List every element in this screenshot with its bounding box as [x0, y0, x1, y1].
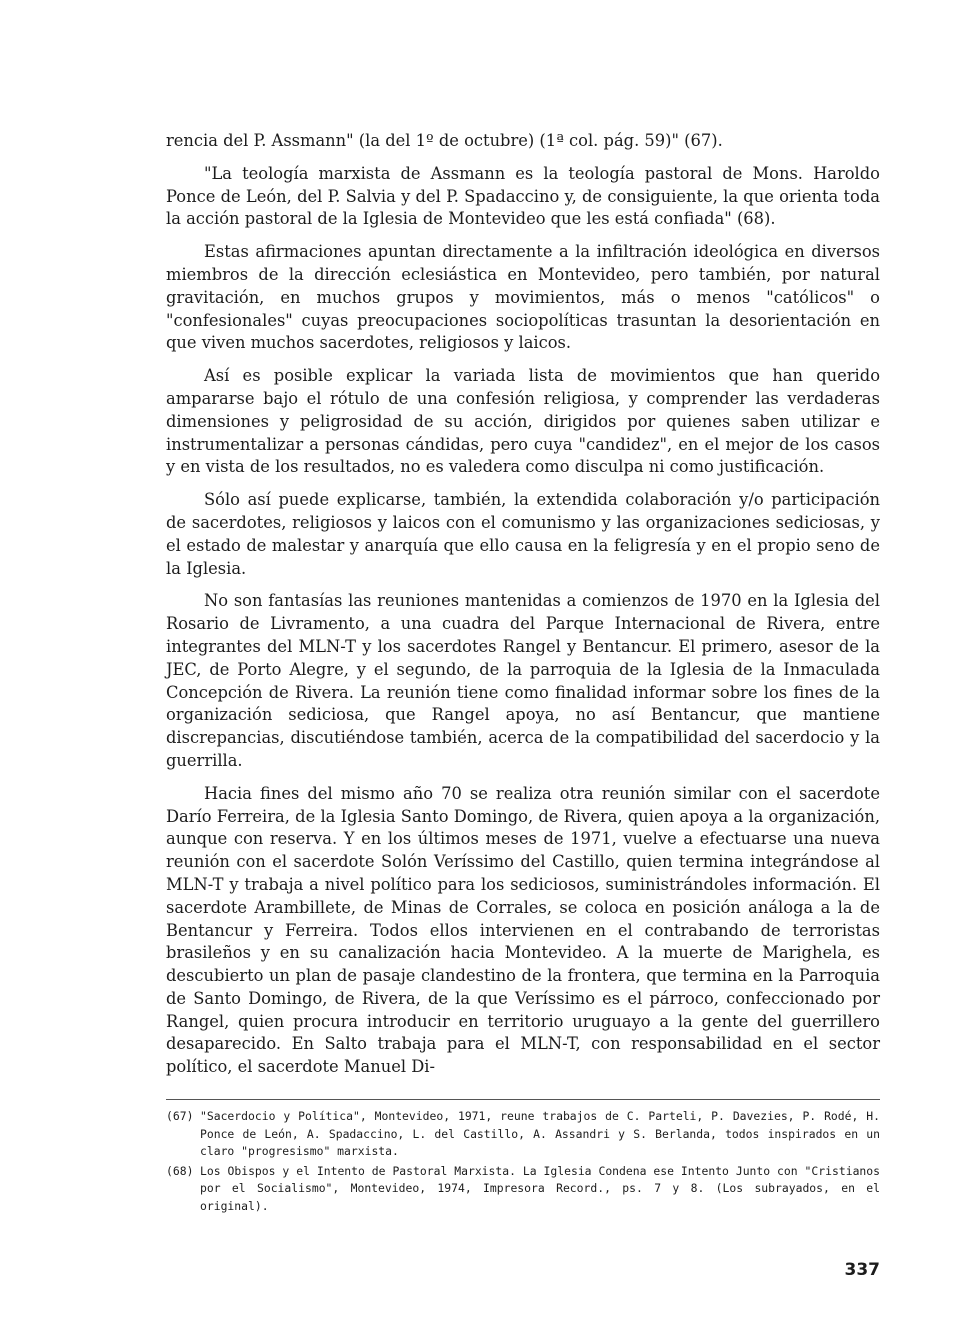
paragraph-1: rencia del P. Assmann" (la del 1º de octubre) (1ª col. pág. 59)" (67).: [166, 131, 723, 150]
footnote-67: [166, 1108, 880, 1161]
paragraph-6: No son fantasías las reuniones mantenidas a comienzos de 1970 en la Iglesia del Rosario de Livramento, a una cuadra del Parque Internacional de Rivera, entre integrantes del MLN-T y los sacerdotes Rangel y Bentancur. El primero, asesor de la JEC, de Porto Alegre, y el segundo, de la parroquia de la Iglesia de la Inmaculada Concepción de Rivera. La reunión tiene como finalidad informar sobre los fines de la organización sediciosa, que Rangel apoya, no así Bentancur, que mantiene discrepancias, discutiéndose también, acerca de la compatibilidad del sacerdocio y la guerrilla.: [166, 591, 880, 770]
page-number: 337: [844, 1260, 880, 1280]
paragraph-3: Estas afirmaciones apuntan directamente a la infiltración ideológica en diversos miembros de la dirección eclesiástica en Montevideo, pero también, por natural gravitación, en muchos grupos y movimientos, más o menos "católicos" o "confesionales" cuyas preocupaciones sociopolíticas trasuntan la desorientación en que viven muchos sacerdotes, religiosos y laicos.: [166, 242, 880, 353]
paragraph-2: "La teología marxista de Assmann es la teología pastoral de Mons. Haroldo Ponce de León, del P. Salvia y del P. Spadaccino y, de consiguiente, la que orienta toda la acción pastoral de la Iglesia de Montevideo que les está confiada" (68).: [166, 163, 880, 229]
footnote-number: (68): [166, 1163, 194, 1178]
footnote-text: Los Obispos y el Intento de Pastoral Marxista. La Iglesia Condena ese Intento Junto con "Cristianos por el Socialismo", Montevideo, 1974, Impresora Record., ps. 7 y 8. (Los subrayados, en el original).: [200, 1163, 880, 1214]
paragraph-7: Hacia fines del mismo año 70 se realiza otra reunión similar con el sacerdote Darío Ferreira, de la Iglesia Santo Domingo, de Rivera, quien apoya a la organización, aunque con reserva. Y en los últimos meses de 1971, vuelve a efectuarse una nueva reunión con el sacerdote Solón Veríssimo del Castillo, quien termina integrándose al MLN-T y trabaja a nivel político para los sediciosos, suministrándoles información. El sacerdote Arambillete, de Minas de Corrales, se coloca en posición análoga a la de Bentancur y Ferreira. Todos ellos intervienen en el contrabando de terroristas brasileños y en su canalización hacia Montevideo. A la muerte de Marighela, es descubierto un plan de pasaje clandestino de la frontera, que termina en la Parroquia de Santo Domingo, de Rivera, de la que Veríssimo es el párroco, confeccionado por Rangel, quien procura introducir en territorio uruguayo a la gente del guerrillero desaparecido. En Salto trabaja para el MLN-T, con responsabilidad en el sector político, el sacerdote Manuel Di-: [166, 783, 880, 1077]
footnote-text: "Sacerdocio y Política", Montevideo, 1971, reune trabajos de C. Parteli, P. Davezies, P. Rodé, H. Ponce de León, A. Spadaccino, L. del Castillo, A. Assandri y S. Berlanda, todos inspirados en un claro "progresismo" marxista.: [200, 1109, 880, 1159]
paragraph-5: Sólo así puede explicarse, también, la extendida colaboración y/o participación de sacerdotes, religiosos y laicos con el comunismo y las organizaciones sediciosas, y el estado de malestar y anarquía que ello causa en la feligresía y en el propio seno de la Iglesia.: [166, 490, 880, 578]
body-text: [166, 130, 880, 1079]
footnote-number: (67): [166, 1109, 194, 1124]
footnotes: [166, 1099, 880, 1216]
document-page: [166, 130, 880, 1280]
footnote-68: [166, 1163, 880, 1216]
paragraph-4: Así es posible explicar la variada lista de movimientos que han querido ampararse bajo el rótulo de una confesión religiosa, y comprender las verdaderas dimensiones y peligrosidad de su acción, dirigidos por quienes saben utilizar e instrumentalizar a personas cándidas, pero cuya "candidez", en el mejor de los casos y en vista de los resultados, no es valedera como disculpa ni como justificación.: [166, 366, 880, 477]
